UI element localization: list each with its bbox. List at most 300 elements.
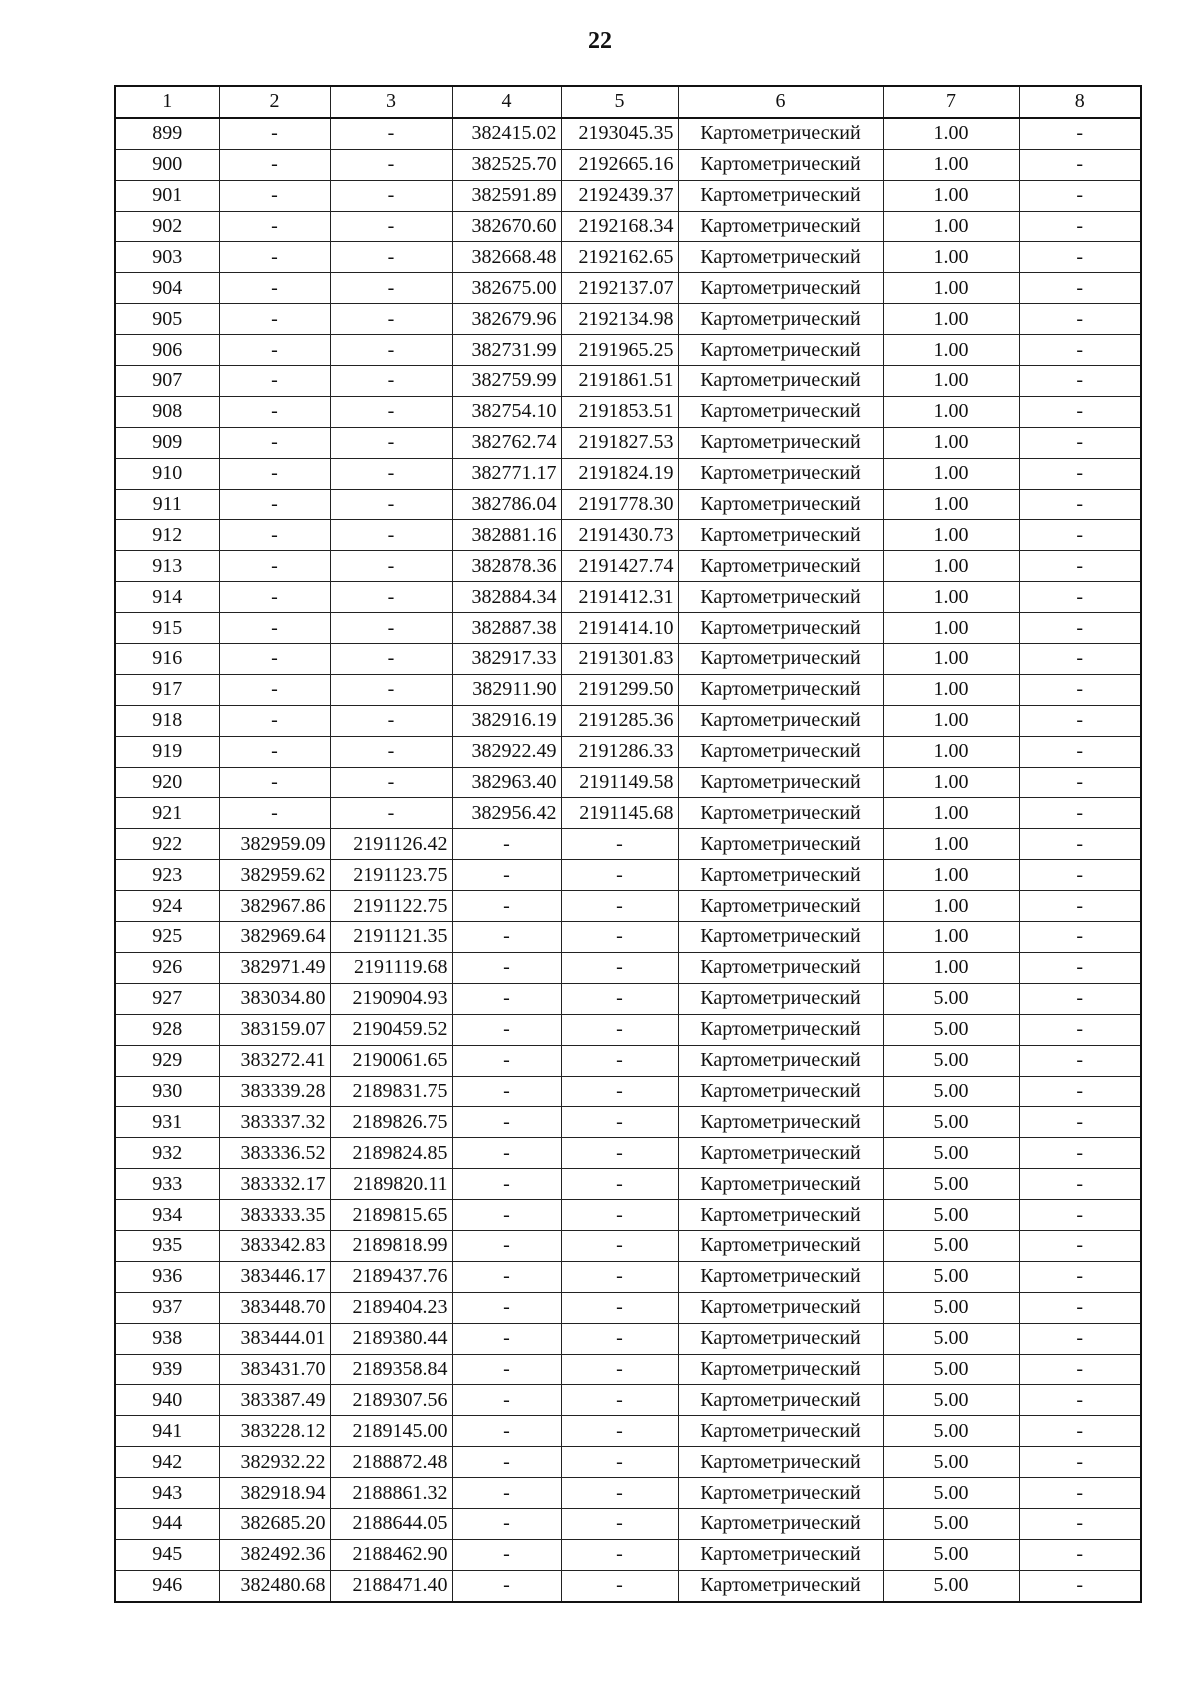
method-cell: Картометрический [678, 1261, 883, 1292]
accuracy-cell: 5.00 [883, 1323, 1019, 1354]
accuracy-cell: 1.00 [883, 366, 1019, 397]
old-coord-x-cell: - [452, 1385, 561, 1416]
table-row [115, 427, 1141, 458]
column-header: 6 [678, 86, 883, 118]
accuracy-cell: 5.00 [883, 983, 1019, 1014]
table-row [115, 1230, 1141, 1261]
old-coord-y-cell: 2192134.98 [561, 304, 678, 335]
old-coord-x-cell: 382922.49 [452, 736, 561, 767]
point-number-cell: 906 [115, 335, 219, 366]
old-coord-y-cell: - [561, 922, 678, 953]
old-coord-x-cell: - [452, 1416, 561, 1447]
coord-x-cell: 382918.94 [219, 1478, 330, 1509]
description-cell: - [1019, 736, 1141, 767]
coord-y-cell: 2191119.68 [330, 952, 452, 983]
coord-y-cell: - [330, 736, 452, 767]
point-number-cell: 899 [115, 118, 219, 149]
table-row [115, 1138, 1141, 1169]
table-row [115, 1570, 1141, 1601]
coord-y-cell: - [330, 304, 452, 335]
coord-x-cell: 383034.80 [219, 983, 330, 1014]
method-cell: Картометрический [678, 798, 883, 829]
old-coord-y-cell: - [561, 952, 678, 983]
coord-x-cell: - [219, 149, 330, 180]
old-coord-y-cell: 2191285.36 [561, 705, 678, 736]
point-number-cell: 913 [115, 551, 219, 582]
point-number-cell: 941 [115, 1416, 219, 1447]
table-row [115, 520, 1141, 551]
point-number-cell: 933 [115, 1169, 219, 1200]
coord-x-cell: - [219, 366, 330, 397]
coord-y-cell: - [330, 366, 452, 397]
method-cell: Картометрический [678, 860, 883, 891]
old-coord-y-cell: - [561, 1292, 678, 1323]
description-cell: - [1019, 242, 1141, 273]
old-coord-y-cell: - [561, 860, 678, 891]
old-coord-y-cell: - [561, 1416, 678, 1447]
point-number-cell: 908 [115, 396, 219, 427]
description-cell: - [1019, 1014, 1141, 1045]
old-coord-y-cell: 2192439.37 [561, 180, 678, 211]
method-cell: Картометрический [678, 1169, 883, 1200]
point-number-cell: 925 [115, 922, 219, 953]
old-coord-y-cell: - [561, 1014, 678, 1045]
old-coord-x-cell: - [452, 1200, 561, 1231]
accuracy-cell: 5.00 [883, 1570, 1019, 1601]
coord-y-cell: - [330, 242, 452, 273]
coord-y-cell: 2189826.75 [330, 1107, 452, 1138]
table-row [115, 1107, 1141, 1138]
description-cell: - [1019, 1107, 1141, 1138]
table-row [115, 891, 1141, 922]
table-row [115, 736, 1141, 767]
coord-y-cell: - [330, 705, 452, 736]
method-cell: Картометрический [678, 149, 883, 180]
table-row [115, 551, 1141, 582]
table-row [115, 983, 1141, 1014]
accuracy-cell: 1.00 [883, 242, 1019, 273]
table-row [115, 1014, 1141, 1045]
coord-y-cell: - [330, 180, 452, 211]
point-number-cell: 914 [115, 582, 219, 613]
coord-y-cell: - [330, 396, 452, 427]
method-cell: Картометрический [678, 118, 883, 149]
accuracy-cell: 5.00 [883, 1138, 1019, 1169]
description-cell: - [1019, 1570, 1141, 1601]
table-row [115, 1261, 1141, 1292]
column-header: 4 [452, 86, 561, 118]
method-cell: Картометрический [678, 705, 883, 736]
old-coord-y-cell: - [561, 1261, 678, 1292]
coord-x-cell: 383336.52 [219, 1138, 330, 1169]
point-number-cell: 929 [115, 1045, 219, 1076]
description-cell: - [1019, 983, 1141, 1014]
coord-y-cell: 2191121.35 [330, 922, 452, 953]
accuracy-cell: 1.00 [883, 922, 1019, 953]
old-coord-x-cell: - [452, 1076, 561, 1107]
accuracy-cell: 5.00 [883, 1014, 1019, 1045]
table-row [115, 1478, 1141, 1509]
coord-x-cell: - [219, 582, 330, 613]
method-cell: Картометрический [678, 1138, 883, 1169]
coord-y-cell: 2188471.40 [330, 1570, 452, 1601]
coord-y-cell: 2189437.76 [330, 1261, 452, 1292]
old-coord-y-cell: 2191824.19 [561, 458, 678, 489]
coord-y-cell: - [330, 427, 452, 458]
old-coord-y-cell: - [561, 1138, 678, 1169]
table-row [115, 180, 1141, 211]
coord-x-cell: 383387.49 [219, 1385, 330, 1416]
old-coord-x-cell: - [452, 1230, 561, 1261]
table-row [115, 1045, 1141, 1076]
coord-y-cell: 2189815.65 [330, 1200, 452, 1231]
old-coord-x-cell: 382887.38 [452, 613, 561, 644]
coord-y-cell: - [330, 273, 452, 304]
coord-y-cell: 2189824.85 [330, 1138, 452, 1169]
old-coord-y-cell: - [561, 1107, 678, 1138]
old-coord-x-cell: - [452, 1014, 561, 1045]
table-row [115, 304, 1141, 335]
coord-y-cell: 2188872.48 [330, 1447, 452, 1478]
coord-y-cell: 2191126.42 [330, 829, 452, 860]
method-cell: Картометрический [678, 458, 883, 489]
coord-x-cell: 383272.41 [219, 1045, 330, 1076]
accuracy-cell: 1.00 [883, 180, 1019, 211]
method-cell: Картометрический [678, 1200, 883, 1231]
accuracy-cell: 5.00 [883, 1385, 1019, 1416]
description-cell: - [1019, 674, 1141, 705]
old-coord-x-cell: 382525.70 [452, 149, 561, 180]
old-coord-x-cell: 382786.04 [452, 489, 561, 520]
old-coord-y-cell: - [561, 1230, 678, 1261]
point-number-cell: 936 [115, 1261, 219, 1292]
accuracy-cell: 1.00 [883, 613, 1019, 644]
method-cell: Картометрический [678, 644, 883, 675]
table-row [115, 396, 1141, 427]
method-cell: Картометрический [678, 582, 883, 613]
description-cell: - [1019, 1076, 1141, 1107]
method-cell: Картометрический [678, 1014, 883, 1045]
description-cell: - [1019, 613, 1141, 644]
point-number-cell: 921 [115, 798, 219, 829]
method-cell: Картометрический [678, 613, 883, 644]
old-coord-x-cell: - [452, 1292, 561, 1323]
method-cell: Картометрический [678, 1107, 883, 1138]
old-coord-x-cell: - [452, 922, 561, 953]
point-number-cell: 940 [115, 1385, 219, 1416]
accuracy-cell: 1.00 [883, 767, 1019, 798]
coord-x-cell: 383339.28 [219, 1076, 330, 1107]
description-cell: - [1019, 644, 1141, 675]
accuracy-cell: 5.00 [883, 1416, 1019, 1447]
coord-x-cell: 382971.49 [219, 952, 330, 983]
coord-x-cell: - [219, 613, 330, 644]
description-cell: - [1019, 767, 1141, 798]
old-coord-y-cell: - [561, 1045, 678, 1076]
accuracy-cell: 5.00 [883, 1200, 1019, 1231]
table-header [115, 86, 1141, 118]
old-coord-y-cell: 2191414.10 [561, 613, 678, 644]
old-coord-y-cell: 2192162.65 [561, 242, 678, 273]
coord-x-cell: - [219, 242, 330, 273]
old-coord-x-cell: 382731.99 [452, 335, 561, 366]
coord-x-cell: - [219, 798, 330, 829]
method-cell: Картометрический [678, 396, 883, 427]
table-row [115, 798, 1141, 829]
accuracy-cell: 5.00 [883, 1076, 1019, 1107]
accuracy-cell: 1.00 [883, 736, 1019, 767]
description-cell: - [1019, 1416, 1141, 1447]
point-number-cell: 943 [115, 1478, 219, 1509]
point-number-cell: 904 [115, 273, 219, 304]
point-number-cell: 911 [115, 489, 219, 520]
coord-x-cell: - [219, 335, 330, 366]
accuracy-cell: 1.00 [883, 149, 1019, 180]
old-coord-x-cell: - [452, 1354, 561, 1385]
point-number-cell: 931 [115, 1107, 219, 1138]
table-row [115, 489, 1141, 520]
description-cell: - [1019, 952, 1141, 983]
method-cell: Картометрический [678, 242, 883, 273]
description-cell: - [1019, 1354, 1141, 1385]
method-cell: Картометрический [678, 1570, 883, 1601]
method-cell: Картометрический [678, 1292, 883, 1323]
description-cell: - [1019, 829, 1141, 860]
old-coord-x-cell: - [452, 1261, 561, 1292]
accuracy-cell: 1.00 [883, 582, 1019, 613]
description-cell: - [1019, 1261, 1141, 1292]
old-coord-y-cell: - [561, 1169, 678, 1200]
old-coord-y-cell: 2192665.16 [561, 149, 678, 180]
accuracy-cell: 1.00 [883, 335, 1019, 366]
point-number-cell: 912 [115, 520, 219, 551]
coord-x-cell: - [219, 458, 330, 489]
table-row [115, 273, 1141, 304]
old-coord-y-cell: 2192168.34 [561, 211, 678, 242]
accuracy-cell: 1.00 [883, 396, 1019, 427]
table-row [115, 860, 1141, 891]
description-cell: - [1019, 149, 1141, 180]
old-coord-x-cell: - [452, 829, 561, 860]
description-cell: - [1019, 891, 1141, 922]
description-cell: - [1019, 551, 1141, 582]
coord-x-cell: 382967.86 [219, 891, 330, 922]
accuracy-cell: 5.00 [883, 1230, 1019, 1261]
method-cell: Картометрический [678, 1354, 883, 1385]
description-cell: - [1019, 273, 1141, 304]
old-coord-y-cell: 2192137.07 [561, 273, 678, 304]
coord-x-cell: - [219, 520, 330, 551]
table-row [115, 1076, 1141, 1107]
description-cell: - [1019, 396, 1141, 427]
accuracy-cell: 5.00 [883, 1508, 1019, 1539]
old-coord-x-cell: - [452, 891, 561, 922]
point-number-cell: 924 [115, 891, 219, 922]
table-row [115, 674, 1141, 705]
old-coord-y-cell: 2191861.51 [561, 366, 678, 397]
accuracy-cell: 5.00 [883, 1261, 1019, 1292]
method-cell: Картометрический [678, 1539, 883, 1570]
description-cell: - [1019, 366, 1141, 397]
coord-x-cell: - [219, 674, 330, 705]
coord-x-cell: 382685.20 [219, 1508, 330, 1539]
description-cell: - [1019, 1447, 1141, 1478]
old-coord-y-cell: - [561, 983, 678, 1014]
table-row [115, 1323, 1141, 1354]
method-cell: Картометрический [678, 366, 883, 397]
coord-y-cell: 2189404.23 [330, 1292, 452, 1323]
old-coord-x-cell: 382917.33 [452, 644, 561, 675]
table-row [115, 922, 1141, 953]
accuracy-cell: 5.00 [883, 1169, 1019, 1200]
coord-y-cell: 2189145.00 [330, 1416, 452, 1447]
description-cell: - [1019, 1045, 1141, 1076]
accuracy-cell: 1.00 [883, 118, 1019, 149]
accuracy-cell: 5.00 [883, 1045, 1019, 1076]
method-cell: Картометрический [678, 767, 883, 798]
method-cell: Картометрический [678, 520, 883, 551]
old-coord-x-cell: 382759.99 [452, 366, 561, 397]
point-number-cell: 938 [115, 1323, 219, 1354]
method-cell: Картометрический [678, 1416, 883, 1447]
table-row [115, 118, 1141, 149]
description-cell: - [1019, 335, 1141, 366]
coord-y-cell: 2190459.52 [330, 1014, 452, 1045]
method-cell: Картометрический [678, 736, 883, 767]
old-coord-y-cell: - [561, 1354, 678, 1385]
coord-y-cell: - [330, 520, 452, 551]
accuracy-cell: 1.00 [883, 860, 1019, 891]
coord-x-cell: 383337.32 [219, 1107, 330, 1138]
table-row [115, 1292, 1141, 1323]
coord-x-cell: 382480.68 [219, 1570, 330, 1601]
point-number-cell: 944 [115, 1508, 219, 1539]
old-coord-x-cell: 382884.34 [452, 582, 561, 613]
old-coord-x-cell: - [452, 1539, 561, 1570]
table-body [115, 118, 1141, 1602]
table-row [115, 211, 1141, 242]
coord-y-cell: - [330, 211, 452, 242]
old-coord-x-cell: 382670.60 [452, 211, 561, 242]
point-number-cell: 937 [115, 1292, 219, 1323]
table-row [115, 335, 1141, 366]
point-number-cell: 916 [115, 644, 219, 675]
old-coord-x-cell: 382762.74 [452, 427, 561, 458]
coord-x-cell: 383444.01 [219, 1323, 330, 1354]
old-coord-y-cell: 2191778.30 [561, 489, 678, 520]
point-number-cell: 930 [115, 1076, 219, 1107]
old-coord-x-cell: - [452, 1508, 561, 1539]
coord-x-cell: - [219, 118, 330, 149]
method-cell: Картометрический [678, 551, 883, 582]
old-coord-x-cell: - [452, 1138, 561, 1169]
old-coord-y-cell: - [561, 1385, 678, 1416]
description-cell: - [1019, 304, 1141, 335]
point-number-cell: 928 [115, 1014, 219, 1045]
old-coord-x-cell: - [452, 860, 561, 891]
old-coord-x-cell: - [452, 952, 561, 983]
old-coord-y-cell: - [561, 1478, 678, 1509]
description-cell: - [1019, 211, 1141, 242]
coord-x-cell: 383342.83 [219, 1230, 330, 1261]
description-cell: - [1019, 1323, 1141, 1354]
old-coord-y-cell: - [561, 1076, 678, 1107]
coord-y-cell: 2190061.65 [330, 1045, 452, 1076]
method-cell: Картометрический [678, 273, 883, 304]
point-number-cell: 920 [115, 767, 219, 798]
column-header: 5 [561, 86, 678, 118]
accuracy-cell: 1.00 [883, 674, 1019, 705]
accuracy-cell: 1.00 [883, 891, 1019, 922]
accuracy-cell: 5.00 [883, 1107, 1019, 1138]
coord-x-cell: - [219, 180, 330, 211]
coord-x-cell: 383431.70 [219, 1354, 330, 1385]
coord-y-cell: 2189818.99 [330, 1230, 452, 1261]
description-cell: - [1019, 1478, 1141, 1509]
method-cell: Картометрический [678, 674, 883, 705]
description-cell: - [1019, 427, 1141, 458]
accuracy-cell: 1.00 [883, 520, 1019, 551]
old-coord-y-cell: 2191301.83 [561, 644, 678, 675]
coord-y-cell: 2189358.84 [330, 1354, 452, 1385]
table-row [115, 582, 1141, 613]
old-coord-y-cell: - [561, 1323, 678, 1354]
accuracy-cell: 5.00 [883, 1447, 1019, 1478]
point-number-cell: 934 [115, 1200, 219, 1231]
description-cell: - [1019, 1138, 1141, 1169]
table-row [115, 458, 1141, 489]
old-coord-x-cell: 382771.17 [452, 458, 561, 489]
point-number-cell: 903 [115, 242, 219, 273]
coord-y-cell: 2191122.75 [330, 891, 452, 922]
table-row [115, 242, 1141, 273]
point-number-cell: 901 [115, 180, 219, 211]
coord-y-cell: 2190904.93 [330, 983, 452, 1014]
coord-y-cell: - [330, 335, 452, 366]
coord-x-cell: 383159.07 [219, 1014, 330, 1045]
coord-y-cell: - [330, 613, 452, 644]
table-row [115, 1447, 1141, 1478]
description-cell: - [1019, 798, 1141, 829]
point-number-cell: 942 [115, 1447, 219, 1478]
coord-x-cell: 383446.17 [219, 1261, 330, 1292]
old-coord-x-cell: 382668.48 [452, 242, 561, 273]
coord-x-cell: 383332.17 [219, 1169, 330, 1200]
coord-y-cell: - [330, 489, 452, 520]
old-coord-x-cell: - [452, 983, 561, 1014]
old-coord-y-cell: 2191827.53 [561, 427, 678, 458]
old-coord-y-cell: 2191427.74 [561, 551, 678, 582]
coord-x-cell: - [219, 489, 330, 520]
description-cell: - [1019, 520, 1141, 551]
old-coord-x-cell: - [452, 1570, 561, 1601]
method-cell: Картометрический [678, 922, 883, 953]
coord-x-cell: 382959.09 [219, 829, 330, 860]
method-cell: Картометрический [678, 891, 883, 922]
point-number-cell: 926 [115, 952, 219, 983]
accuracy-cell: 1.00 [883, 273, 1019, 304]
old-coord-y-cell: - [561, 891, 678, 922]
point-number-cell: 910 [115, 458, 219, 489]
description-cell: - [1019, 1169, 1141, 1200]
coord-x-cell: 383448.70 [219, 1292, 330, 1323]
old-coord-y-cell: 2191412.31 [561, 582, 678, 613]
old-coord-x-cell: 382679.96 [452, 304, 561, 335]
old-coord-y-cell: - [561, 1539, 678, 1570]
method-cell: Картометрический [678, 427, 883, 458]
table-row [115, 1539, 1141, 1570]
old-coord-y-cell: - [561, 1508, 678, 1539]
